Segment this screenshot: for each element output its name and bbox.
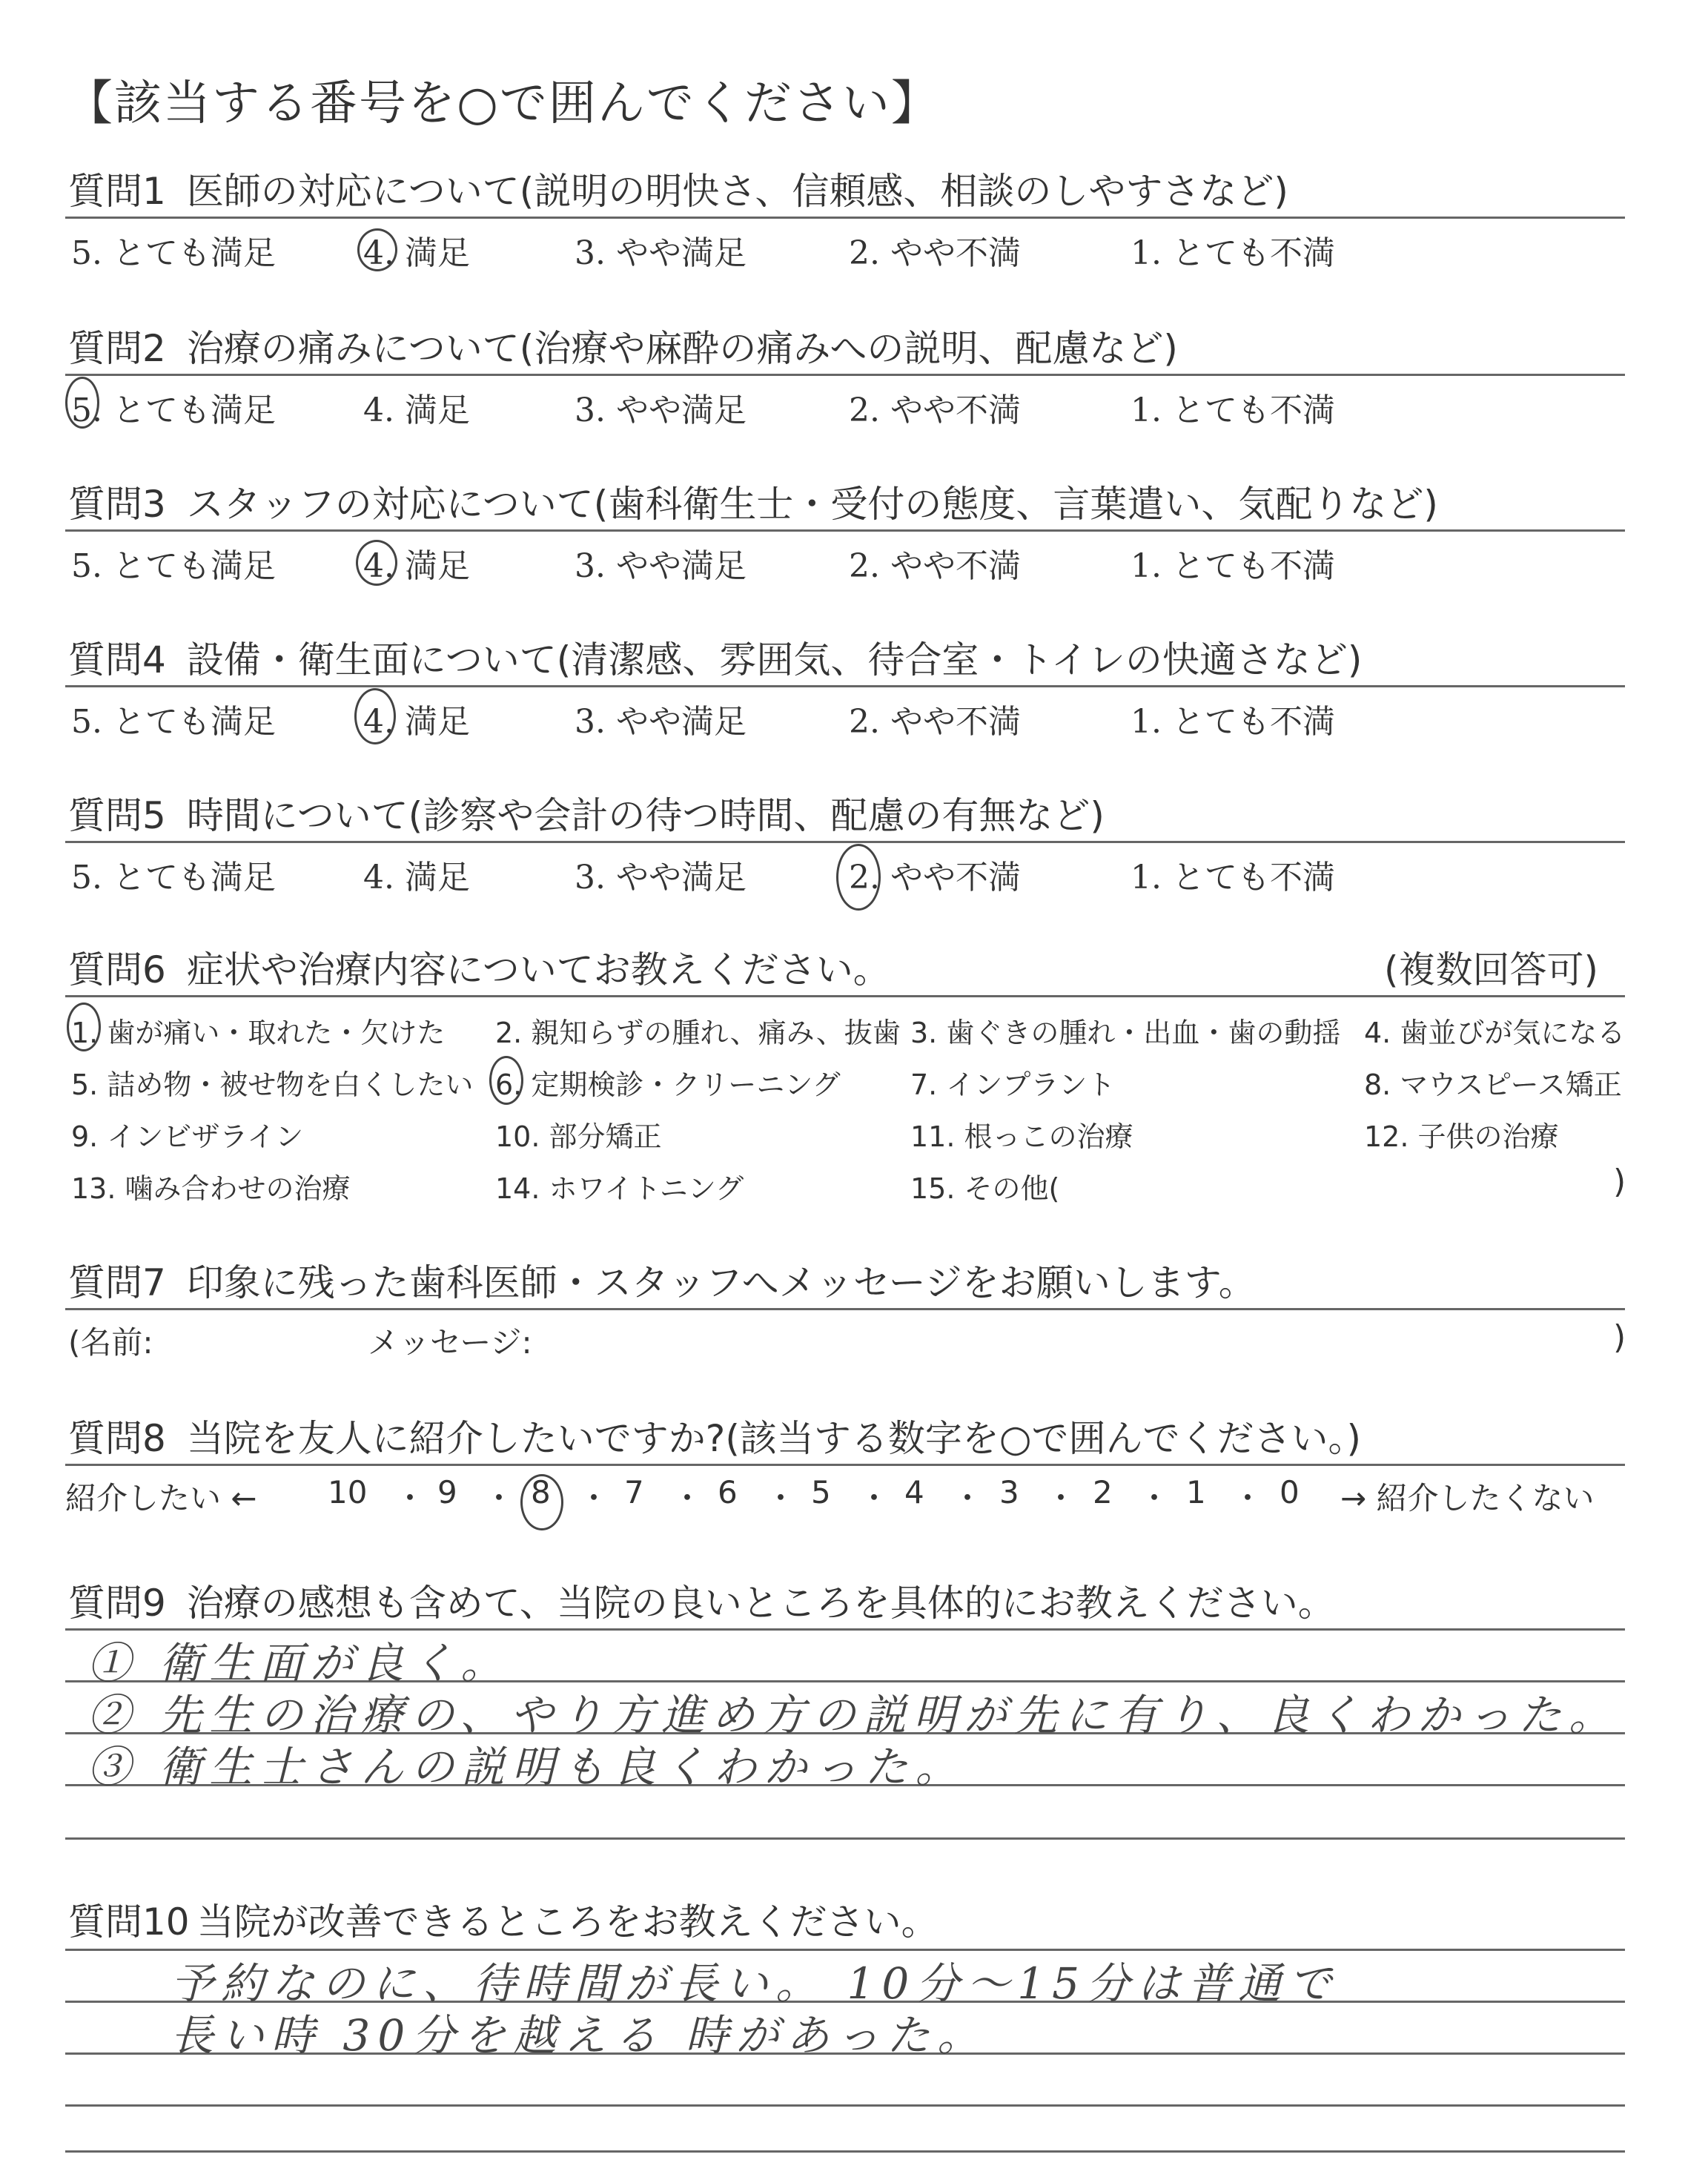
scale-6[interactable]: 6 [718,1474,738,1510]
page-title: 【該当する番号を○で囲んでください】 [65,76,940,131]
q5-option-5[interactable]: 5. とても満足 [71,859,276,896]
divider [65,374,1625,376]
q5-option-1[interactable]: 1. とても不満 [1131,859,1335,896]
answer-circle [836,844,881,911]
q6-option-9[interactable]: 9. インビザライン [71,1120,304,1153]
scale-dot: ・ [1139,1480,1171,1516]
recommend-left-label: 紹介したい ← [65,1480,257,1516]
q5-option-3[interactable]: 3. やや満足 [575,859,747,896]
scale-4[interactable]: 4 [904,1474,924,1510]
q6-option-12[interactable]: 12. 子供の治療 [1364,1120,1559,1153]
scale-dot: ・ [952,1480,984,1516]
q6-option-8[interactable]: 8. マウスピース矯正 [1364,1069,1622,1101]
divider [65,2150,1625,2153]
question-text: 印象に残った歯科医師・スタッフへメッセージをお願いします。 [186,1261,1256,1304]
q2-option-4[interactable]: 4. 満足 [363,392,470,429]
question-1-title [68,162,1288,215]
scale-dot: ・ [1232,1480,1264,1516]
scale-dot: ・ [1045,1480,1077,1516]
scale-0[interactable]: 0 [1280,1474,1300,1510]
q4-option-1[interactable]: 1. とても不満 [1131,703,1335,741]
question-9-title [68,1573,1335,1627]
divider [65,1308,1625,1310]
message-close-paren: ) [1613,1318,1626,1356]
scale-10[interactable]: 10 [328,1474,368,1510]
q2-option-3[interactable]: 3. やや満足 [575,392,747,429]
q6-option-4[interactable]: 4. 歯並びが気になる [1364,1017,1626,1049]
q6-option-5[interactable]: 5. 詰め物・被せ物を白くしたい [71,1069,474,1101]
question-number: 質問3 [68,483,166,526]
question-text: 当院が改善できるところをお教えください。 [196,1900,939,1943]
question-number: 質問1 [68,170,166,213]
question-number: 質問9 [68,1582,166,1625]
q3-option-2[interactable]: 2. やや不満 [849,547,1021,585]
question-text: 時間について(診察や会計の待つ時間、配慮の有無など) [186,794,1105,837]
q6-option-6[interactable]: 6. 定期検診・クリーニング [495,1069,841,1101]
question-3-title [68,475,1438,528]
q4-option-5[interactable]: 5. とても満足 [71,703,276,741]
scale-dot: ・ [765,1480,797,1516]
answer-circle [65,377,99,429]
q5-option-4[interactable]: 4. 満足 [363,859,470,896]
answer-circle [520,1474,563,1530]
divider [65,841,1625,843]
q6-option-7[interactable]: 7. インプラント [910,1069,1116,1101]
answer-circle [67,1003,101,1051]
answer-circle [356,540,397,586]
q6-option-11[interactable]: 11. 根っこの治療 [910,1120,1133,1153]
q1-option-4[interactable]: 4. 満足 [363,234,470,272]
divider [65,217,1625,219]
q6-option-13[interactable]: 13. 噛み合わせの治療 [71,1172,351,1205]
divider [65,529,1625,532]
question-number: 質問6 [68,948,166,991]
question-number: 質問8 [68,1417,166,1460]
divider [65,1464,1625,1466]
scale-dot: ・ [672,1480,704,1516]
question-5-title [68,786,1105,839]
q1-option-3[interactable]: 3. やや満足 [575,234,747,272]
scale-3[interactable]: 3 [999,1474,1019,1510]
handwritten-answer: 予約なのに、待時間が長い。 10分〜15分は普通で [171,1958,1340,2009]
q4-option-4[interactable]: 4. 満足 [363,703,470,741]
q6-option-15[interactable]: 15. その他( [910,1172,1060,1205]
q2-option-1[interactable]: 1. とても不満 [1131,392,1335,429]
divider [65,2104,1625,2107]
question-text: 治療の感想も含めて、当院の良いところを具体的にお教えください。 [186,1582,1335,1625]
q6-option-14[interactable]: 14. ホワイトニング [495,1172,744,1205]
scale-dot: ・ [578,1480,610,1516]
scale-2[interactable]: 2 [1093,1474,1113,1510]
scale-7[interactable]: 7 [624,1474,644,1510]
handwritten-answer: 長い時 30分を越える 時があった。 [171,2010,988,2061]
q5-option-2[interactable]: 2. やや不満 [849,859,1021,896]
scale-dot: ・ [394,1480,426,1516]
scale-dot: ・ [483,1480,515,1516]
q4-option-3[interactable]: 3. やや満足 [575,703,747,741]
q3-option-4[interactable]: 4. 満足 [363,547,470,585]
q6-option-3[interactable]: 3. 歯ぐきの腫れ・出血・歯の動揺 [910,1017,1341,1049]
q1-option-1[interactable]: 1. とても不満 [1131,234,1335,272]
q6-option-10[interactable]: 10. 部分矯正 [495,1120,662,1153]
q3-option-3[interactable]: 3. やや満足 [575,547,747,585]
question-text: スタッフの対応について(歯科衛生士・受付の態度、言葉遣い、気配りなど) [186,483,1438,526]
question-number: 質問4 [68,638,166,681]
question-number: 質問10 [68,1900,190,1943]
answer-circle [357,228,397,271]
question-text: 医師の対応について(説明の明快さ、信頼感、相談のしやすさなど) [186,170,1288,213]
question-text: 設備・衛生面について(清潔感、雰囲気、待合室・トイレの快適さなど) [186,638,1363,681]
multi-answer-note: (複数回答可) [1383,948,1598,991]
question-number: 質問7 [68,1261,166,1304]
q1-option-5[interactable]: 5. とても満足 [71,234,276,272]
question-2-title [68,319,1178,372]
q3-option-5[interactable]: 5. とても満足 [71,547,276,585]
q6-other-close-paren: ) [1613,1163,1626,1200]
scale-1[interactable]: 1 [1186,1474,1206,1510]
q6-option-2[interactable]: 2. 親知らずの腫れ、痛み、抜歯 [495,1017,901,1049]
question-number: 質問5 [68,794,166,837]
divider [65,1837,1625,1840]
answer-circle [489,1056,523,1105]
scale-8[interactable]: 8 [531,1474,551,1510]
q2-option-5[interactable]: 5. とても満足 [71,392,276,429]
divider [65,995,1625,997]
handwritten-answer: ① 衛生面が良く。 [87,1638,512,1688]
question-number: 質問2 [68,327,166,370]
handwritten-answer: ③ 衛生士さんの説明も良くわかった。 [87,1742,966,1792]
question-text: 当院を友人に紹介したいですか?(該当する数字を○で囲んでください。) [186,1417,1361,1460]
q6-option-1[interactable]: 1. 歯が痛い・取れた・欠けた [71,1017,446,1049]
scale-dot: ・ [858,1480,890,1516]
divider [65,685,1625,687]
question-text: 症状や治療内容についてお教えください。 [186,948,890,991]
recommend-right-label: → 紹介したくない [1340,1480,1595,1516]
question-4-title [68,630,1362,684]
q2-option-2[interactable]: 2. やや不満 [849,392,1021,429]
scale-5[interactable]: 5 [811,1474,831,1510]
question-10-title [68,1892,939,1946]
question-text: 治療の痛みについて(治療や麻酔の痛みへの説明、配慮など) [186,327,1178,370]
answer-circle [354,688,396,744]
handwritten-answer: ② 先生の治療の、やり方進め方の説明が先に有り、良くわかった。 [87,1690,1620,1740]
question-6-title [68,940,890,994]
question-7-title [68,1253,1256,1307]
name-label: (名前: [68,1324,153,1361]
scale-9[interactable]: 9 [437,1474,457,1510]
q3-option-1[interactable]: 1. とても不満 [1131,547,1335,585]
question-8-title [68,1409,1361,1462]
message-label: メッセージ: [368,1324,532,1361]
q4-option-2[interactable]: 2. やや不満 [849,703,1021,741]
q1-option-2[interactable]: 2. やや不満 [849,234,1021,272]
